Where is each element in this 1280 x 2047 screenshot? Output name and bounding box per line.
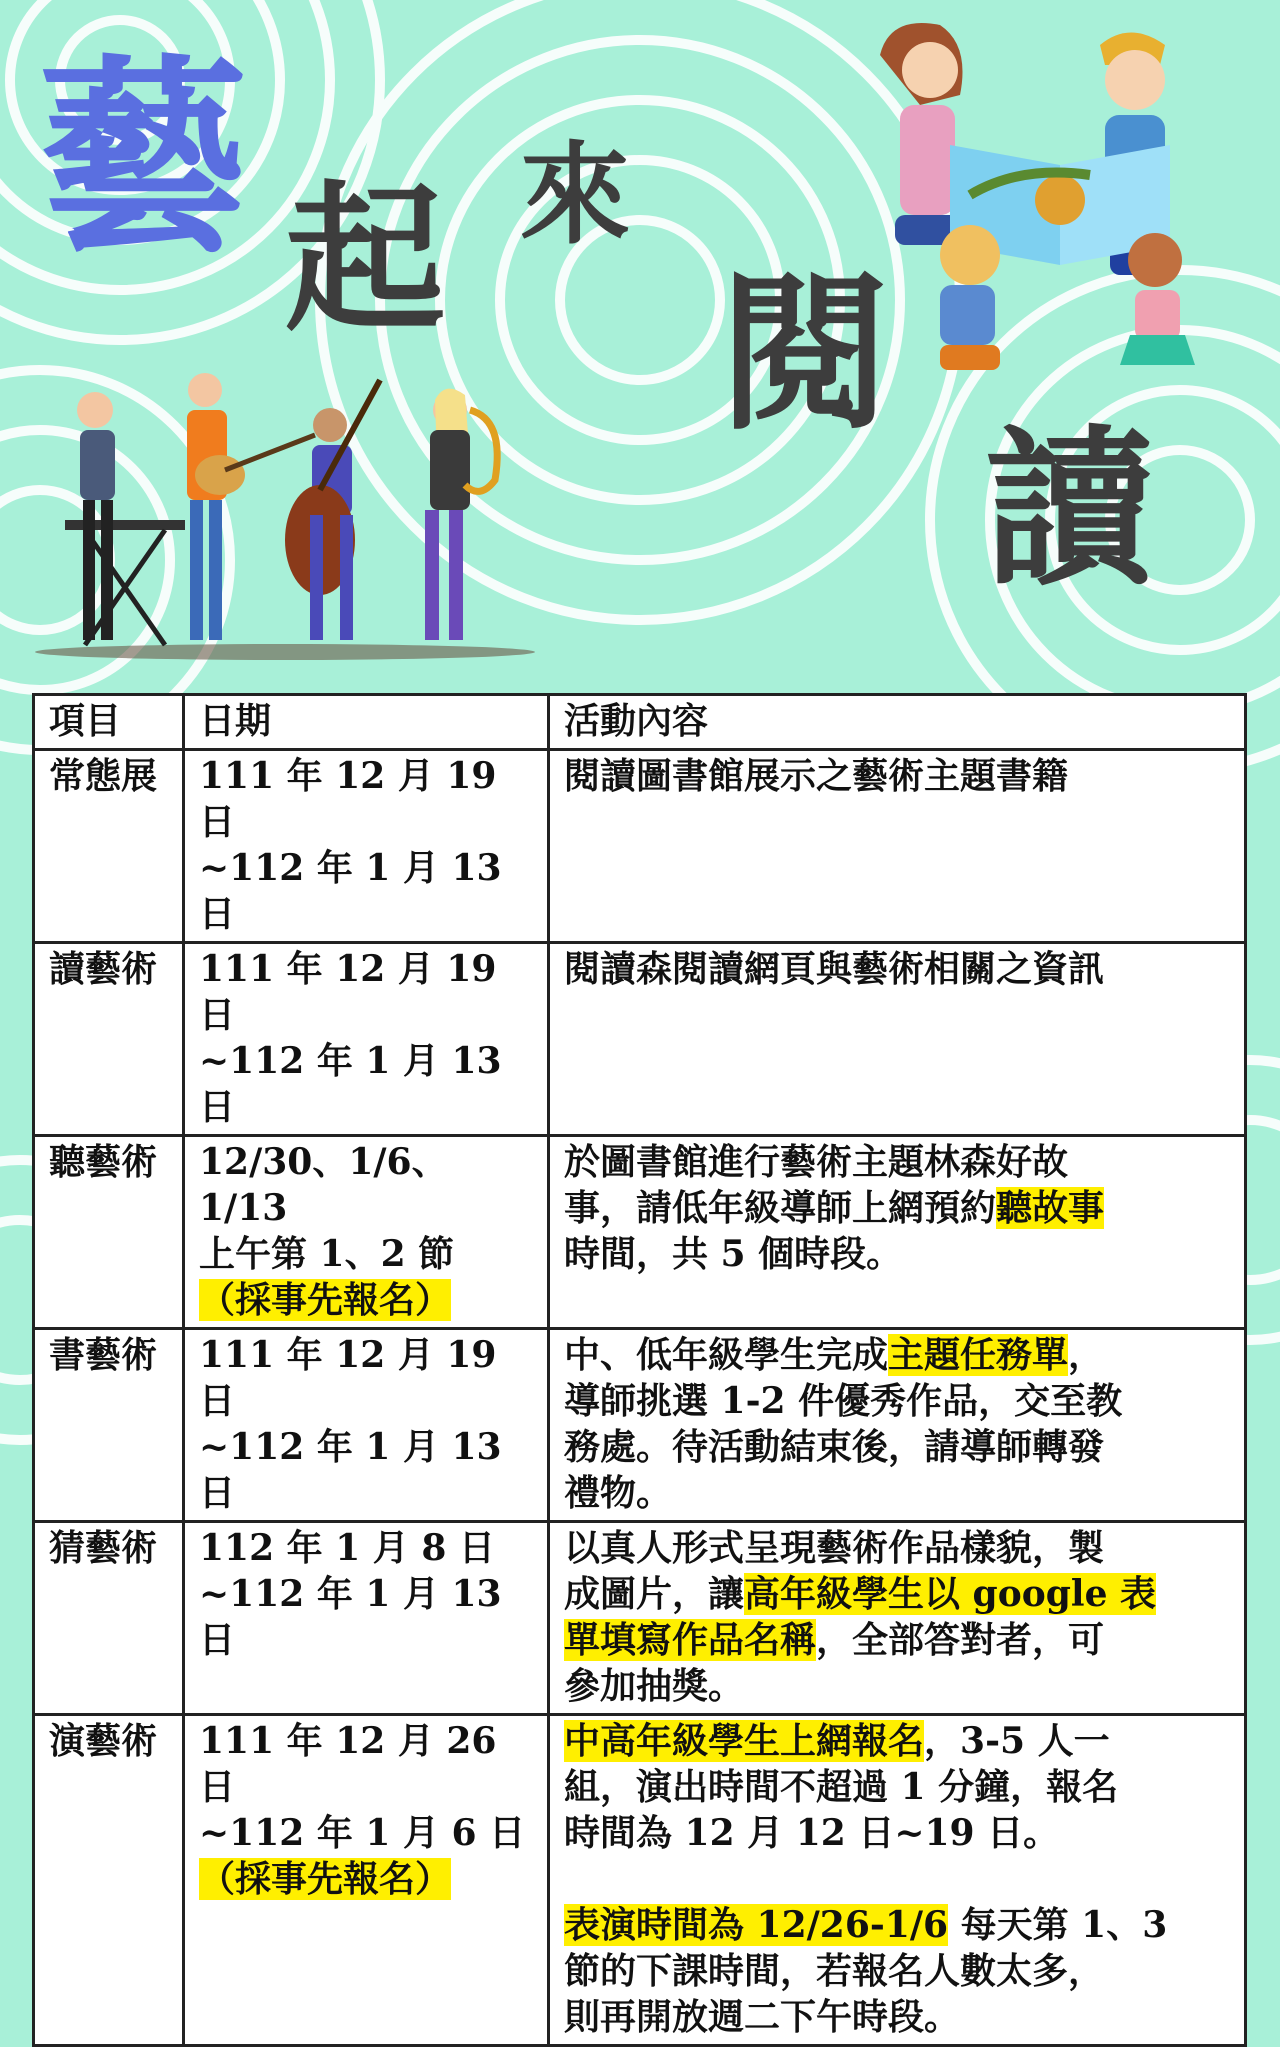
content-line: 導師挑選 1-2 件優秀作品，交至教 bbox=[564, 1380, 1123, 1422]
row-date bbox=[184, 1715, 549, 2046]
activity-table bbox=[32, 693, 1247, 2047]
highlight-text: 單填寫作品名稱 bbox=[564, 1619, 817, 1661]
header-date: 日期 bbox=[184, 695, 549, 750]
date-line: ~112 年 1 月 13 日 bbox=[199, 1573, 502, 1661]
content-line: 組，演出時間不超過 1 分鐘，報名 bbox=[564, 1766, 1119, 1808]
table-header-row bbox=[34, 695, 1246, 750]
row-date bbox=[184, 1136, 549, 1329]
title-char-2: 起 bbox=[285, 166, 446, 353]
table-row bbox=[34, 1715, 1246, 2046]
highlight-text: 中高年級學生上網報名 bbox=[564, 1720, 925, 1762]
date-line: 上午第 1、2 節 bbox=[199, 1233, 455, 1275]
row-content bbox=[549, 1522, 1246, 1715]
table-row bbox=[34, 1136, 1246, 1329]
table-row bbox=[34, 1522, 1246, 1715]
row-item: 猜藝術 bbox=[34, 1522, 184, 1715]
content-line: 禮物。 bbox=[564, 1472, 673, 1514]
header-item: 項目 bbox=[34, 695, 184, 750]
musicians-illustration bbox=[25, 370, 545, 660]
date-line: 111 年 12 月 19 日 bbox=[199, 755, 497, 843]
content-text: 中、低年級學生完成 bbox=[564, 1334, 889, 1376]
date-line: ~112 年 1 月 6 日 bbox=[199, 1812, 526, 1854]
row-item: 讀藝術 bbox=[34, 943, 184, 1136]
highlight-text: 主題任務單 bbox=[888, 1334, 1069, 1376]
content-line: 務處。待活動結束後，請導師轉發 bbox=[564, 1426, 1105, 1468]
row-date bbox=[184, 1522, 549, 1715]
row-content bbox=[549, 750, 1246, 943]
registration-note: （採事先報名） bbox=[199, 1858, 452, 1900]
content-line: 則再開放週二下午時段。 bbox=[564, 1996, 961, 2038]
content-text: 事，請低年級導師上網預約 bbox=[564, 1187, 997, 1229]
date-line: ~112 年 1 月 13 日 bbox=[199, 847, 502, 935]
row-item: 聽藝術 bbox=[34, 1136, 184, 1329]
content-text: ，全部答對者，可 bbox=[816, 1619, 1105, 1661]
content-text: 成圖片，讓 bbox=[564, 1573, 745, 1615]
date-line: ~112 年 1 月 13 日 bbox=[199, 1426, 502, 1514]
highlight-text: 表演時間為 12/26-1/6 bbox=[564, 1904, 949, 1946]
registration-note: （採事先報名） bbox=[199, 1279, 452, 1321]
content-text: 每天第 1、3 bbox=[948, 1904, 1168, 1946]
family-reading-illustration bbox=[860, 15, 1260, 395]
row-date bbox=[184, 943, 549, 1136]
row-item: 演藝術 bbox=[34, 1715, 184, 2046]
row-content bbox=[549, 1715, 1246, 2046]
content-line: 參加抽獎。 bbox=[564, 1665, 745, 1707]
content-line: 於圖書館進行藝術主題林森好故 bbox=[564, 1141, 1069, 1183]
row-date bbox=[184, 1329, 549, 1522]
content-line: 以真人形式呈現藝術作品樣貌，製 bbox=[564, 1527, 1105, 1569]
row-content bbox=[549, 1136, 1246, 1329]
date-line: 111 年 12 月 19 日 bbox=[199, 1334, 497, 1422]
date-line: 12/30、1/6、1/13 bbox=[199, 1141, 448, 1229]
title-char-4: 閱 bbox=[720, 256, 891, 454]
highlight-text: 聽故事 bbox=[996, 1187, 1105, 1229]
content-text: ，3-5 人一 bbox=[924, 1720, 1110, 1762]
content-text: ， bbox=[1068, 1334, 1105, 1376]
title-char-5: 讀 bbox=[985, 411, 1156, 609]
row-date bbox=[184, 750, 549, 943]
paragraph-gap bbox=[564, 1856, 1232, 1902]
content-line: 時間，共 5 個時段。 bbox=[564, 1233, 903, 1275]
content-line: 節的下課時間，若報名人數太多， bbox=[564, 1950, 1105, 1992]
highlight-text: 高年級學生以 google 表 bbox=[744, 1573, 1157, 1615]
table-row bbox=[34, 1329, 1246, 1522]
row-content bbox=[549, 1329, 1246, 1522]
date-line: 112 年 1 月 8 日 bbox=[199, 1527, 495, 1569]
table-row bbox=[34, 943, 1246, 1136]
date-line: 111 年 12 月 26 日 bbox=[199, 1720, 497, 1808]
table-row bbox=[34, 750, 1246, 943]
date-line: ~112 年 1 月 13 日 bbox=[199, 1040, 502, 1128]
content-line: 時間為 12 月 12 日~19 日。 bbox=[564, 1812, 1060, 1854]
content-line: 閱讀森閱讀網頁與藝術相關之資訊 bbox=[564, 948, 1105, 990]
title-char-3: 來 bbox=[520, 131, 630, 259]
header-content: 活動內容 bbox=[549, 695, 1246, 750]
row-content bbox=[549, 943, 1246, 1136]
content-line: 閱讀圖書館展示之藝術主題書籍 bbox=[564, 755, 1069, 797]
title-char-1: 藝 bbox=[38, 37, 249, 282]
date-line: 111 年 12 月 19 日 bbox=[199, 948, 497, 1036]
row-item: 書藝術 bbox=[34, 1329, 184, 1522]
row-item: 常態展 bbox=[34, 750, 184, 943]
